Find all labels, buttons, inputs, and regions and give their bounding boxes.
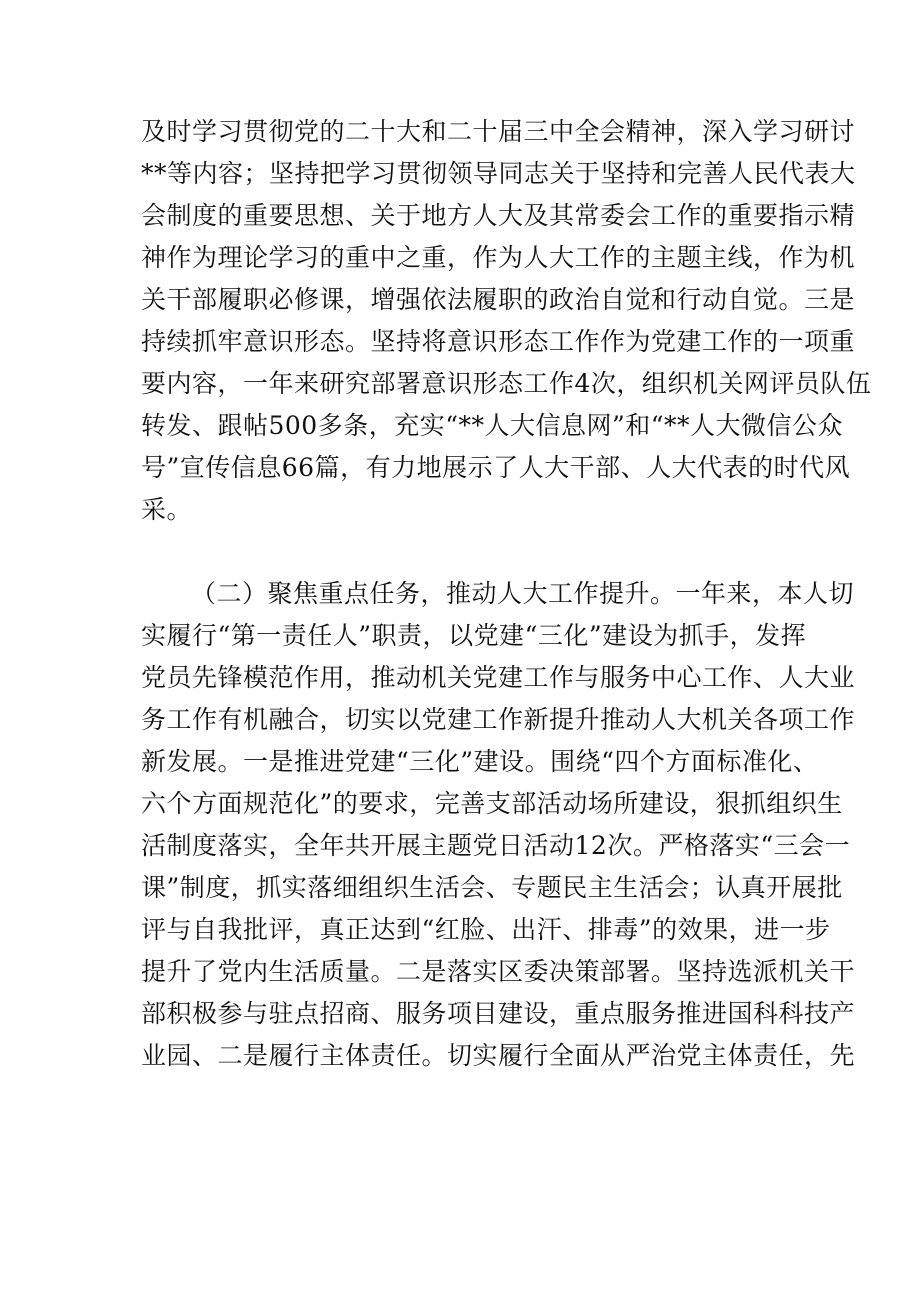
text-line: 要内容，一年来研究部署意识形态工作4次，组织机关网评员队伍 (141, 369, 872, 398)
text-line: 部积极参与驻点招商、服务项目建设，重点服务推进国科科技产 (141, 999, 856, 1028)
paragraph-1 (141, 111, 872, 531)
text-line: 及时学习贯彻党的二十大和二十届三中全会精神，深入学习研讨 (141, 117, 856, 146)
text-line: 关干部履职必修课，增强依法履职的政治自觉和行动自觉。三是 (141, 285, 856, 314)
text-line: （二）聚焦重点任务，推动人大工作提升。一年来，本人切 (191, 579, 855, 608)
text-line: 六个方面规范化”的要求，完善支部活动场所建设，狠抓组织生 (141, 789, 843, 818)
text-line: 活制度落实，全年共开展主题党日活动12次。严格落实“三会一 (141, 831, 851, 860)
paragraph-2 (141, 573, 856, 1077)
text-line: 实履行“第一责任人”职责，以党建“三化”建设为抓手，发挥 (141, 621, 807, 650)
text-line: 提升了党内生活质量。二是落实区委决策部署。坚持选派机关干 (141, 957, 856, 986)
text-line: 神作为理论学习的重中之重，作为人大工作的主题主线，作为机 (141, 243, 856, 272)
text-line: **等内容；坚持把学习贯彻领导同志关于坚持和完善人民代表大 (141, 159, 856, 188)
text-line: 课”制度，抓实落细组织生活会、专题民主生活会；认真开展批 (141, 873, 843, 902)
text-line: 转发、跟帖500多条，充实“**人大信息网”和“**人大微信公众 (141, 411, 844, 440)
text-line: 号”宣传信息66篇，有力地展示了人大干部、人大代表的时代风 (141, 453, 851, 482)
text-line: 评与自我批评，真正达到“红脸、出汗、排毒”的效果，进一步 (141, 915, 831, 944)
text-line: 采。 (141, 495, 193, 524)
text-line: 新发展。一是推进党建“三化”建设。围绕“四个方面标准化、 (141, 747, 819, 776)
text-line: 持续抓牢意识形态。坚持将意识形态工作作为党建工作的一项重 (141, 327, 856, 356)
text-line: 党员先锋模范作用，推动机关党建工作与服务中心工作、人大业 (141, 663, 856, 692)
document-body (141, 111, 872, 1077)
text-line: 务工作有机融合，切实以党建工作新提升推动人大机关各项工作 (141, 705, 856, 734)
text-line: 会制度的重要思想、关于地方人大及其常委会工作的重要指示精 (141, 201, 856, 230)
text-line: 业园、二是履行主体责任。切实履行全面从严治党主体责任，先 (141, 1041, 856, 1070)
paragraph-spacer (141, 531, 793, 573)
